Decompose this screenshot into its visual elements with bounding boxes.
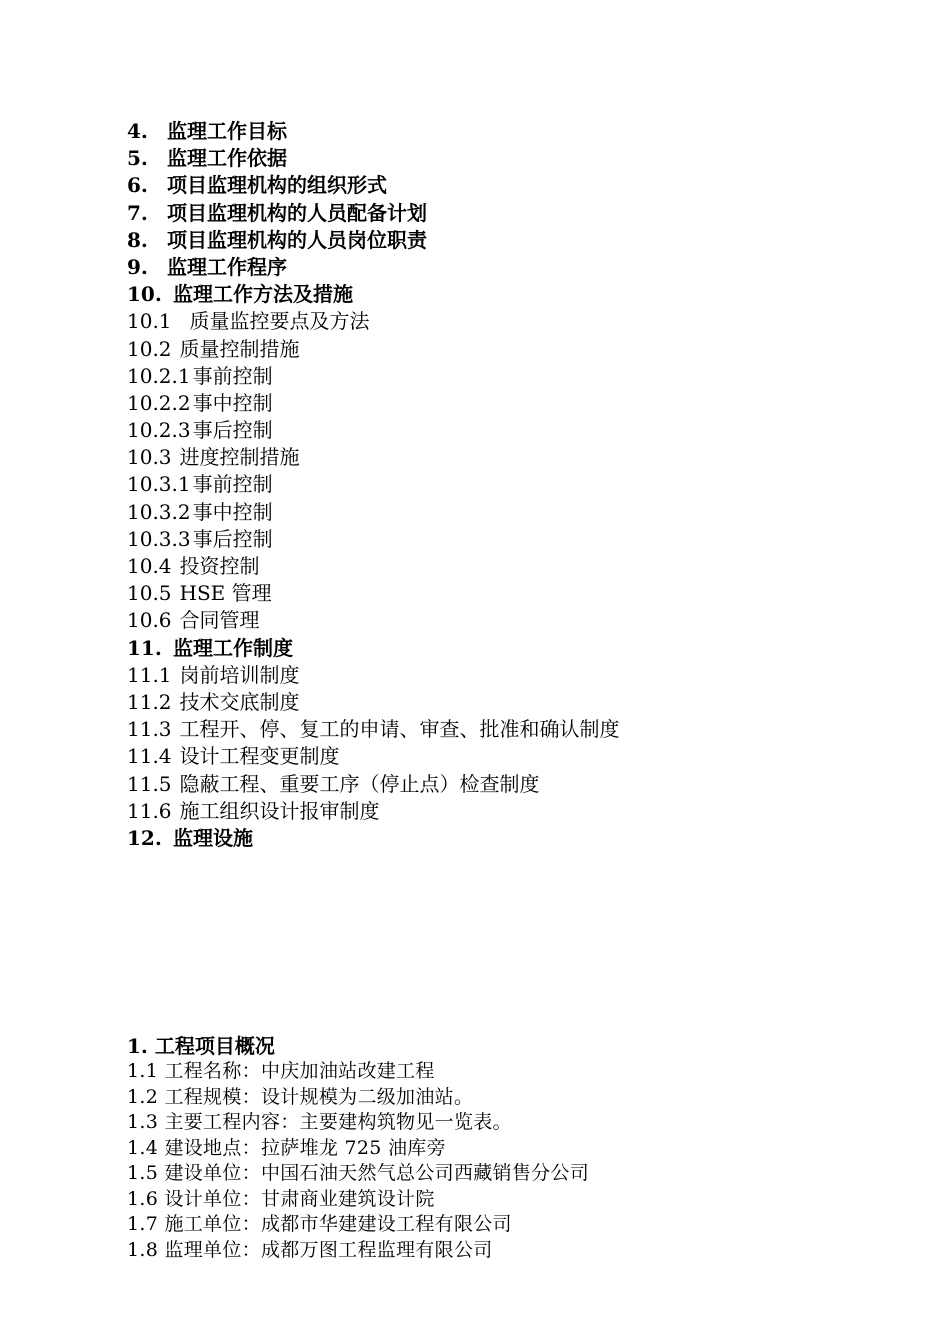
toc-entry-title: 事后控制 <box>192 526 273 551</box>
toc-entry-number: 10.2 <box>127 336 172 361</box>
toc-entry-title: 项目监理机构的人员配备计划 <box>167 200 427 225</box>
toc-entry-number: 10.3.3 <box>127 526 191 551</box>
toc-subentry <box>127 308 887 335</box>
toc-subentry <box>127 689 887 716</box>
toc-entry-number: 10.2.2 <box>127 390 191 415</box>
toc-entry-number: 9. <box>127 254 148 279</box>
toc-entry <box>127 118 887 145</box>
toc-entry-number: 8. <box>127 227 148 252</box>
toc-entry-title: 项目监理机构的人员岗位职责 <box>167 227 427 252</box>
toc-entry-number: 10.3 <box>127 445 172 470</box>
overview-line: 1.4 建设地点：拉萨堆龙 725 油库旁 <box>127 1136 446 1159</box>
toc-entry-title: 事后控制 <box>192 418 273 443</box>
toc-subentry <box>127 607 887 634</box>
toc-subentry <box>127 363 887 390</box>
toc-entry <box>127 825 887 852</box>
toc-subentry <box>127 716 887 743</box>
toc-entry-number: 10.2.3 <box>127 418 191 443</box>
toc-entry-number: 10.4 <box>127 554 172 578</box>
toc-entry-title: 施工组织设计报审制度 <box>179 798 380 823</box>
toc-entry-number: 10. <box>127 282 162 307</box>
toc-entry-title: 岗前培训制度 <box>179 662 300 687</box>
toc-entry-title: 事前控制 <box>192 363 273 388</box>
toc-entry <box>127 635 887 662</box>
overview-line: 1.1 工程名称：中庆加油站改建工程 <box>127 1060 435 1082</box>
toc-entry-title: 监理工作目标 <box>167 119 287 143</box>
toc-entry-number: 6. <box>127 173 148 198</box>
toc-entry-title: 项目监理机构的组织形式 <box>167 173 387 198</box>
overview-line: 1.3 主要工程内容：主要建构筑物见一览表。 <box>127 1111 512 1133</box>
toc-entry-number: 10.3.2 <box>127 499 191 524</box>
toc-entry-number: 5. <box>127 146 148 171</box>
toc-subentry <box>127 336 887 363</box>
toc-entry-title: 设计工程变更制度 <box>179 744 340 769</box>
project-overview-section <box>127 1033 887 1263</box>
toc-entry <box>127 172 887 199</box>
toc-subentry <box>127 417 887 444</box>
toc-entry <box>127 200 887 227</box>
toc-entry-title: HSE 管理 <box>179 581 272 606</box>
toc-entry-title: 技术交底制度 <box>179 689 300 714</box>
toc-subentry <box>127 444 887 471</box>
toc-subentry <box>127 580 887 607</box>
toc-subentry <box>127 471 887 498</box>
toc-entry-number: 4. <box>127 119 148 143</box>
toc-entry <box>127 254 887 281</box>
toc-subentry <box>127 771 887 798</box>
toc-entry-number: 11. <box>127 635 162 660</box>
toc-entry-title: 监理工作依据 <box>167 146 287 171</box>
overview-line: 1.5 建设单位：中国石油天然气总公司西藏销售分公司 <box>127 1162 590 1184</box>
toc-subentry <box>127 390 887 417</box>
toc-entry-title: 工程开、停、复工的申请、审查、批准和确认制度 <box>179 717 620 742</box>
toc-entry-title: 监理设施 <box>173 825 253 850</box>
toc-subentry <box>127 798 887 825</box>
toc-entry-number: 12. <box>127 825 162 850</box>
section-heading: 1. 工程项目概况 <box>127 1034 275 1058</box>
toc-entry-number: 11.4 <box>127 744 172 769</box>
toc-entry-number: 10.1 <box>127 309 172 334</box>
toc-subentry <box>127 662 887 689</box>
toc-entry-number: 10.3.1 <box>127 472 191 497</box>
toc-entry-title: 隐蔽工程、重要工序（停止点）检查制度 <box>179 771 540 796</box>
toc-entry-title: 质量监控要点及方法 <box>189 309 370 334</box>
overview-line: 1.7 施工单位：成都市华建建设工程有限公司 <box>127 1213 512 1235</box>
table-of-contents <box>127 118 887 852</box>
toc-entry-number: 11.5 <box>127 771 172 796</box>
overview-line: 1.8 监理单位：成都万图工程监理有限公司 <box>127 1238 493 1261</box>
toc-entry-title: 事中控制 <box>192 390 273 415</box>
overview-line: 1.2 工程规模：设计规模为二级加油站。 <box>127 1085 474 1108</box>
toc-entry <box>127 145 887 172</box>
toc-entry-title: 进度控制措施 <box>179 445 300 470</box>
toc-entry-title: 质量控制措施 <box>179 336 300 361</box>
toc-entry-title: 监理工作程序 <box>167 254 287 279</box>
toc-entry-title: 监理工作制度 <box>173 635 293 660</box>
toc-entry <box>127 227 887 254</box>
toc-entry-number: 10.5 <box>127 581 172 606</box>
toc-entry-title: 投资控制 <box>179 554 260 578</box>
toc-entry-number: 11.3 <box>127 717 172 742</box>
toc-entry <box>127 281 887 308</box>
toc-entry-number: 11.2 <box>127 689 172 714</box>
toc-entry-number: 10.6 <box>127 608 172 633</box>
toc-entry-number: 7. <box>127 200 148 225</box>
toc-subentry <box>127 743 887 770</box>
toc-subentry <box>127 553 887 580</box>
toc-subentry <box>127 499 887 526</box>
toc-entry-number: 10.2.1 <box>127 363 191 388</box>
toc-entry-number: 11.6 <box>127 798 172 823</box>
toc-entry-title: 事中控制 <box>192 499 273 524</box>
toc-entry-number: 11.1 <box>127 662 172 687</box>
toc-entry-title: 监理工作方法及措施 <box>173 282 353 307</box>
toc-subentry <box>127 526 887 553</box>
toc-entry-title: 合同管理 <box>179 608 260 633</box>
toc-entry-title: 事前控制 <box>192 472 273 497</box>
overview-line: 1.6 设计单位：甘肃商业建筑设计院 <box>127 1187 435 1210</box>
